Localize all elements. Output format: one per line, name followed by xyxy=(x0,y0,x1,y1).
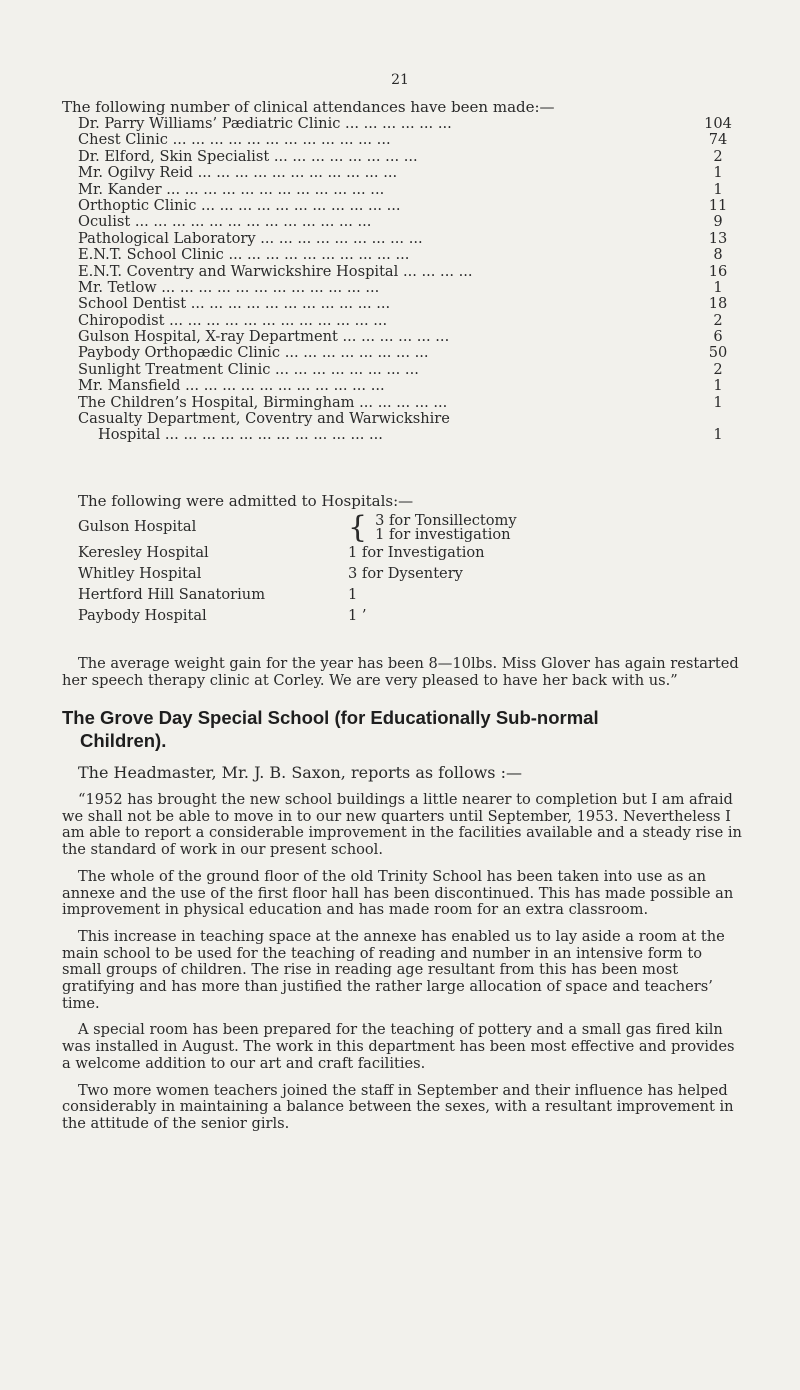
admission-row xyxy=(78,585,718,606)
clinic-count: 2 xyxy=(713,360,723,378)
admission-detail: 3 for Dysentery xyxy=(348,565,463,582)
clinic-row xyxy=(78,182,738,198)
clinic-row xyxy=(78,165,738,181)
admissions-list xyxy=(78,510,718,627)
clinic-count: 1 xyxy=(713,164,723,182)
clinic-count: 74 xyxy=(708,131,728,149)
admission-hospital: Whitley Hospital xyxy=(78,565,202,582)
admission-detail-group xyxy=(348,510,718,545)
clinic-row xyxy=(78,132,738,148)
clinic-count: 50 xyxy=(708,344,728,362)
clinic-count: 2 xyxy=(713,311,723,329)
heading-line: The Grove Day Special School (for Educationally Sub-normal xyxy=(62,707,599,728)
clinic-name: E.N.T. School Clinic ... ... ... ... ... ... ... ... ... ... xyxy=(78,247,410,264)
clinic-row xyxy=(78,149,738,165)
clinic-name: Mr. Tetlow ... ... ... ... ... ... ... ... ... ... ... ... xyxy=(78,279,380,296)
clinic-row xyxy=(78,395,738,411)
clinic-count: 2 xyxy=(713,147,723,165)
section-heading xyxy=(62,706,742,752)
clinic-name: School Dentist ... ... ... ... ... ... ... ... ... ... ... xyxy=(78,296,391,313)
clinic-count: 1 xyxy=(713,180,723,198)
page-number: 21 xyxy=(391,72,409,88)
clinic-count: 16 xyxy=(708,262,728,280)
report-paragraph: A special room has been prepared for the teaching of pottery and a small gas fired kiln was installed in August. The work in this department has been most effective and provides a welcome addition to our art and craft facilities. xyxy=(62,1021,735,1072)
clinic-row xyxy=(78,378,738,394)
clinic-name: Oculist ... ... ... ... ... ... ... ... ... ... ... ... ... xyxy=(78,214,372,231)
clinic-name: Hospital ... ... ... ... ... ... ... ... ... ... ... ... xyxy=(98,427,383,444)
admission-detail: 1 for investigation xyxy=(375,526,511,543)
heading-line: Children). xyxy=(80,730,167,751)
report-paragraph: This increase in teaching space at the annexe has enabled us to lay aside a room at the main school to be used for the teaching of reading and number in an intensive form to small groups of children. The rise in reading age resultant from this has been most gratifying and has more than justified the rather large allocation of space and teachers’ time. xyxy=(62,927,725,1012)
report-body xyxy=(62,792,742,1143)
admission-hospital: Gulson Hospital xyxy=(78,518,197,535)
clinic-name: Chiropodist ... ... ... ... ... ... ... ... ... ... ... ... xyxy=(78,312,388,329)
admission-row xyxy=(78,564,718,585)
weight-gain-paragraph: The average weight gain for the year has been 8—10lbs. Miss Glover has again restarted her speech therapy clinic at Corley. We are very pleased to have her back with us.” xyxy=(62,655,739,689)
clinic-name: E.N.T. Coventry and Warwickshire Hospital ... ... ... ... xyxy=(78,263,473,280)
clinic-count: 104 xyxy=(704,115,732,132)
clinic-row xyxy=(78,214,738,230)
clinic-row xyxy=(78,313,738,329)
clinic-row xyxy=(78,329,738,345)
clinic-name: Casualty Department, Coventry and Warwickshire xyxy=(78,411,450,428)
admission-hospital: Hertford Hill Sanatorium xyxy=(78,586,266,603)
admission-row xyxy=(78,543,718,564)
clinic-name: Dr. Elford, Skin Specialist ... ... ... ... ... ... ... ... xyxy=(78,148,418,165)
clinic-name: Sunlight Treatment Clinic ... ... ... ... ... ... ... ... xyxy=(78,361,419,378)
admission-detail: 3 for Tonsillectomy xyxy=(375,512,517,529)
clinic-name: Gulson Hospital, X-ray Department ... ... ... ... ... ... xyxy=(78,329,450,346)
report-paragraph: “1952 has brought the new school buildings a little nearer to completion but I am afraid we shall not be able to move in to our new quarters until September, 1953. Nevertheless I am able to report a considerable improvement in the facilities available and a steady rise in the standard of work in our present school. xyxy=(62,791,742,859)
clinic-name: Mr. Mansfield ... ... ... ... ... ... ... ... ... ... ... xyxy=(78,378,385,395)
clinic-row xyxy=(78,116,738,132)
clinic-row xyxy=(78,296,738,312)
admissions-intro: The following were admitted to Hospitals:— xyxy=(78,492,414,510)
clinic-row xyxy=(78,247,738,263)
clinic-name: Chest Clinic ... ... ... ... ... ... ... ... ... ... ... ... xyxy=(78,132,391,149)
clinic-name: Mr. Kander ... ... ... ... ... ... ... ... ... ... ... ... xyxy=(78,181,385,198)
admission-detail: 1 ’ xyxy=(348,607,367,624)
admission-detail: 1 for Investigation xyxy=(348,544,485,561)
clinic-count: 1 xyxy=(713,377,723,395)
clinic-row xyxy=(78,198,738,214)
clinic-name: The Children’s Hospital, Birmingham ... ... ... ... ... xyxy=(78,394,448,411)
clinic-count: 1 xyxy=(713,278,723,296)
clinic-name: Pathological Laboratory ... ... ... ... ... ... ... ... ... xyxy=(78,230,423,247)
clinic-name: Paybody Orthopædic Clinic ... ... ... ... ... ... ... ... xyxy=(78,345,429,362)
clinic-count: 13 xyxy=(708,229,728,247)
clinic-count xyxy=(698,411,738,427)
clinic-row xyxy=(78,280,738,296)
clinic-row xyxy=(78,427,738,443)
headmaster-line: The Headmaster, Mr. J. B. Saxon, reports as follows :— xyxy=(78,763,522,782)
admission-hospital: Paybody Hospital xyxy=(78,607,207,624)
brace-symbol: { xyxy=(348,510,368,545)
clinic-row xyxy=(78,231,738,247)
clinic-row xyxy=(78,362,738,378)
clinic-count: 6 xyxy=(713,328,723,346)
admission-hospital: Keresley Hospital xyxy=(78,544,209,561)
clinic-count: 9 xyxy=(713,213,723,231)
clinic-name: Mr. Ogilvy Reid ... ... ... ... ... ... ... ... ... ... ... xyxy=(78,165,398,182)
clinic-row xyxy=(78,345,738,361)
attendances-intro: The following number of clinical attendances have been made:— xyxy=(62,98,555,116)
clinic-count: 1 xyxy=(713,426,723,444)
clinic-count: 1 xyxy=(713,393,723,411)
admission-row xyxy=(78,510,718,545)
clinic-name: Orthoptic Clinic ... ... ... ... ... ... ... ... ... ... ... xyxy=(78,197,401,214)
report-paragraph: Two more women teachers joined the staff in September and their influence has helped considerably in maintaining a balance between the sexes, with a resultant improvement in the attitude of the senior girls. xyxy=(62,1081,734,1132)
report-paragraph: The whole of the ground floor of the old Trinity School has been taken into use as an annexe and the use of the first floor hall has been discontinued. This has made possible an improvement in physical education and has made room for an extra classroom. xyxy=(62,867,734,919)
clinic-count: 18 xyxy=(708,295,728,313)
clinic-attendance-list xyxy=(78,116,738,444)
clinic-name: Dr. Parry Williams’ Pædiatric Clinic ... ... ... ... ... ... xyxy=(78,116,452,132)
clinic-row xyxy=(78,264,738,280)
admission-row xyxy=(78,606,718,627)
clinic-count: 8 xyxy=(713,246,723,264)
clinic-count: 11 xyxy=(708,196,728,214)
clinic-row xyxy=(78,411,738,427)
admission-detail: 1 xyxy=(348,586,358,603)
